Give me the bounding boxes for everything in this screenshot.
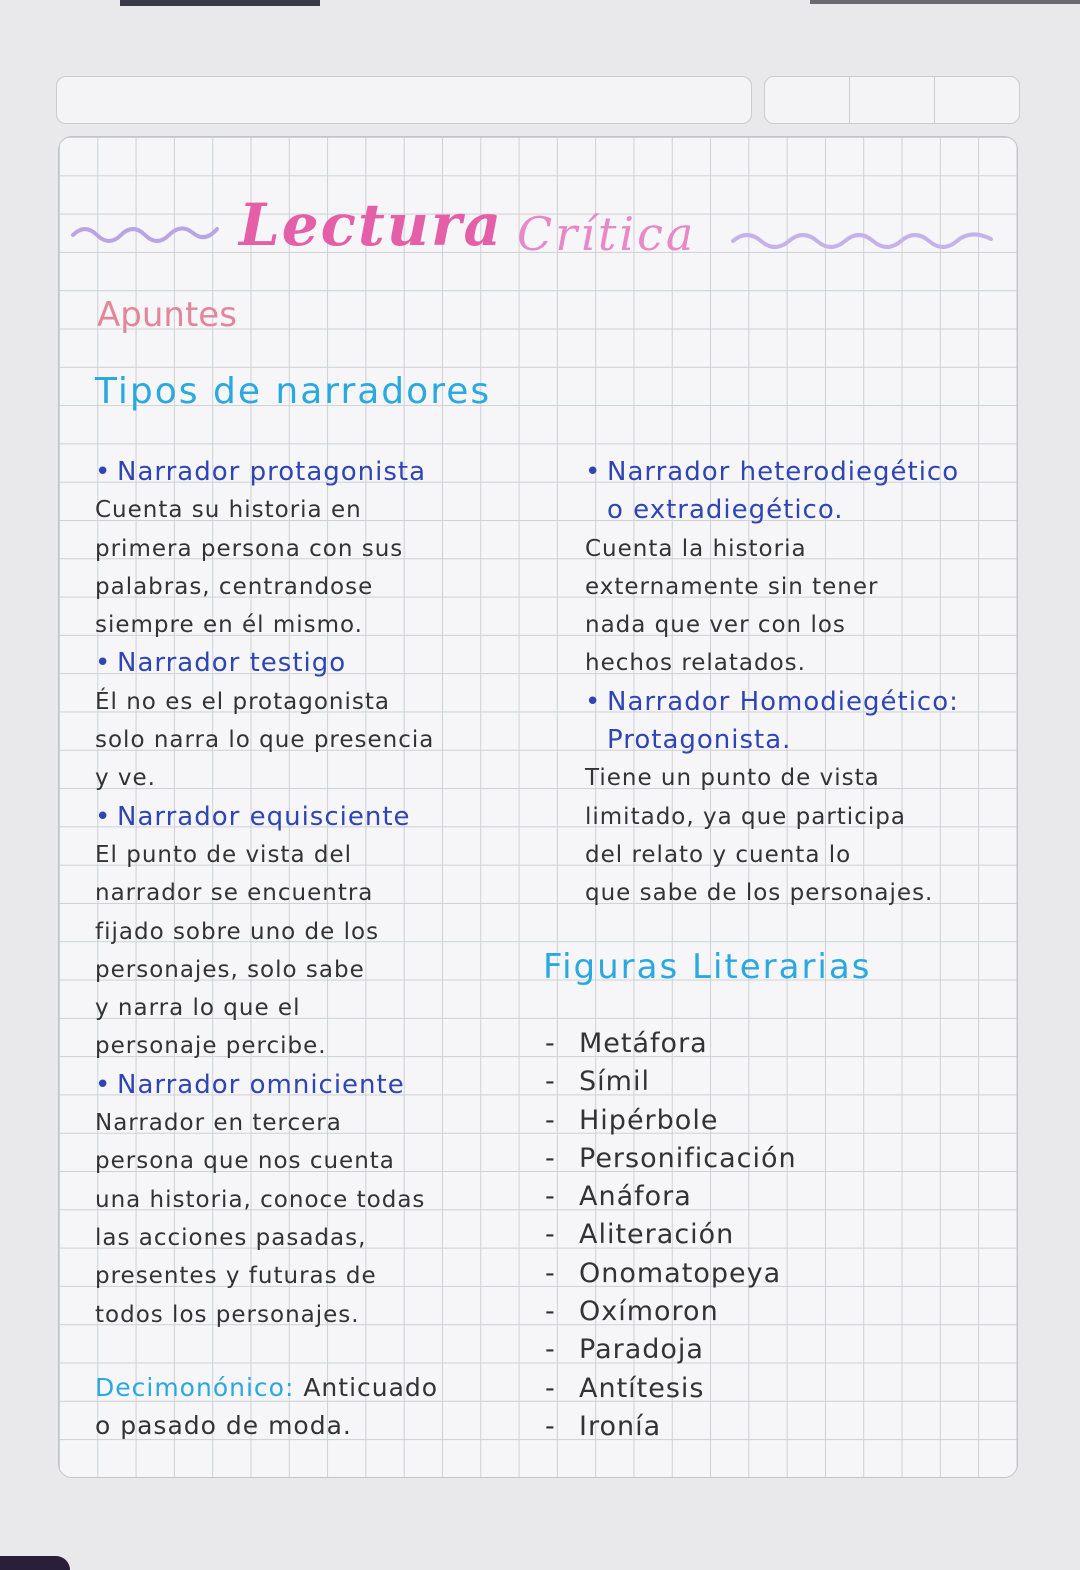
left-text: fijado sobre uno de los: [95, 918, 380, 945]
left-text: Narrador omniciente: [117, 1069, 405, 1100]
left-text: Cuenta su historia en: [95, 497, 362, 524]
figura-label: Anáfora: [579, 1181, 692, 1213]
date-cell: [934, 77, 1019, 123]
dash-icon: -: [545, 1372, 556, 1404]
right-line: [585, 683, 959, 721]
left-line: [95, 530, 434, 568]
dash-icon: -: [545, 1066, 556, 1098]
right-text: del relato y cuenta lo: [585, 841, 852, 868]
date-cell: [849, 77, 934, 123]
left-text: personaje percibe.: [95, 1033, 327, 1060]
left-line: [95, 1296, 434, 1334]
right-line: [585, 644, 959, 682]
right-line: [585, 606, 959, 644]
dash-icon: -: [545, 1028, 556, 1059]
left-text: El punto de vista del: [95, 841, 352, 868]
left-text: presentes y futuras de: [95, 1263, 377, 1290]
figura-item: [545, 1063, 797, 1101]
photo-edge-bottom-left: [0, 1556, 70, 1570]
left-line: [95, 568, 434, 606]
photo-edge-top-right: [810, 0, 1080, 4]
figura-item: [545, 1178, 797, 1216]
figuras-title: Figuras Literarias: [543, 947, 872, 987]
figura-label: Ironía: [579, 1410, 662, 1442]
left-line: [95, 606, 434, 644]
right-line: [585, 721, 959, 759]
dash-icon: -: [545, 1142, 556, 1174]
definition-block: [95, 1369, 438, 1446]
left-line: [95, 1104, 434, 1142]
bullet-icon: •: [585, 686, 602, 717]
right-text: hechos relatados.: [585, 650, 806, 677]
bullet-icon: •: [95, 801, 112, 832]
left-line: [95, 913, 434, 951]
dash-icon: -: [545, 1219, 556, 1251]
right-text: o extradiegético.: [607, 495, 844, 526]
left-line: [95, 951, 434, 989]
notebook-date-cells: [764, 76, 1020, 124]
subtitle-apuntes: Apuntes: [97, 295, 237, 335]
right-line: [585, 530, 959, 568]
left-line: [95, 836, 434, 874]
left-column: [95, 453, 434, 1334]
left-line: [95, 453, 434, 491]
figura-item: [545, 1216, 797, 1254]
right-line: [585, 836, 959, 874]
left-text: Narrador en tercera: [95, 1110, 342, 1137]
definition-continuation: o pasado de moda.: [95, 1411, 352, 1441]
definition-term: Decimonónico:: [95, 1373, 295, 1402]
bullet-icon: •: [95, 457, 112, 487]
left-line: [95, 1219, 434, 1257]
right-line: [585, 568, 959, 606]
left-line: [95, 1027, 434, 1065]
left-line: [95, 798, 434, 836]
right-line: [585, 759, 959, 797]
left-text: palabras, centrandose: [95, 573, 374, 600]
bullet-icon: •: [95, 1069, 112, 1100]
notebook-header-box: [56, 76, 752, 124]
left-text: una historia, conoce todas: [95, 1186, 426, 1213]
figura-label: Onomatopeya: [579, 1257, 782, 1289]
bullet-icon: •: [585, 457, 602, 487]
right-text: Protagonista.: [607, 725, 792, 756]
right-text: Tiene un punto de vista: [585, 765, 880, 792]
left-text: y narra lo que el: [95, 995, 301, 1022]
figura-item: [545, 1102, 797, 1140]
dash-icon: -: [545, 1104, 556, 1136]
left-text: primera persona con sus: [95, 535, 404, 562]
left-line: [95, 1181, 434, 1219]
date-cell: [765, 77, 849, 123]
left-line: [95, 721, 434, 759]
figura-label: Oxímoron: [579, 1296, 719, 1328]
dash-icon: -: [545, 1181, 556, 1213]
left-text: Narrador equisciente: [117, 801, 411, 832]
figura-label: Hipérbole: [579, 1104, 719, 1136]
left-text: las acciones pasadas,: [95, 1224, 367, 1251]
left-line: [95, 1142, 434, 1180]
right-text: Cuenta la historia: [585, 535, 807, 562]
right-text: externamente sin tener: [585, 573, 879, 600]
figura-item: [545, 1370, 797, 1408]
left-text: todos los personajes.: [95, 1301, 360, 1328]
figura-item: [545, 1408, 797, 1446]
left-line: [95, 759, 434, 797]
left-text: personajes, solo sabe: [95, 956, 365, 983]
left-line: [95, 874, 434, 912]
left-text: narrador se encuentra: [95, 880, 374, 907]
dash-icon: -: [545, 1334, 556, 1366]
left-text: solo narra lo que presencia: [95, 727, 435, 754]
wave-decoration-left: [71, 219, 221, 247]
left-line: [95, 1066, 434, 1104]
right-line: [585, 453, 959, 491]
left-text: Narrador protagonista: [117, 457, 427, 487]
right-text: Narrador Homodiegético:: [607, 686, 959, 717]
left-text: Él no es el protagonista: [95, 688, 390, 715]
figura-label: Paradoja: [579, 1334, 704, 1366]
definition-meaning: Anticuado: [303, 1373, 439, 1402]
figura-item: [545, 1255, 797, 1293]
left-text: siempre en él mismo.: [95, 612, 363, 639]
figura-item: [545, 1025, 797, 1063]
left-text: y ve.: [95, 765, 156, 792]
dash-icon: -: [545, 1410, 556, 1442]
right-line: [585, 798, 959, 836]
wave-decoration-right: [729, 227, 999, 255]
right-column: [585, 453, 959, 913]
right-text: que sabe de los personajes.: [585, 880, 934, 907]
left-line: [95, 491, 434, 529]
figura-label: Metáfora: [579, 1028, 708, 1059]
figuras-list: [545, 1025, 797, 1446]
bullet-icon: •: [95, 648, 112, 679]
figura-label: Antítesis: [579, 1372, 705, 1404]
photo-edge-top: [120, 0, 320, 6]
figura-label: Personificación: [579, 1142, 797, 1174]
right-text: nada que ver con los: [585, 612, 846, 639]
left-line: [95, 989, 434, 1027]
right-line: [585, 491, 959, 529]
dash-icon: -: [545, 1296, 556, 1328]
right-text: Narrador heterodiegético: [607, 457, 960, 487]
figura-item: [545, 1140, 797, 1178]
dash-icon: -: [545, 1257, 556, 1289]
left-line: [95, 683, 434, 721]
right-text: limitado, ya que participa: [585, 803, 906, 830]
figura-item: [545, 1331, 797, 1369]
right-line: [585, 874, 959, 912]
left-line: [95, 644, 434, 682]
figura-label: Símil: [579, 1066, 650, 1098]
title-lectura: Lectura: [239, 191, 504, 259]
figura-item: [545, 1293, 797, 1331]
left-text: persona que nos cuenta: [95, 1148, 395, 1175]
section-title: Tipos de narradores: [95, 371, 492, 412]
left-text: Narrador testigo: [117, 648, 347, 679]
figura-label: Aliteración: [579, 1219, 735, 1251]
title-critica: Crítica: [517, 207, 697, 261]
grid-page: [58, 136, 1018, 1478]
left-line: [95, 1257, 434, 1295]
